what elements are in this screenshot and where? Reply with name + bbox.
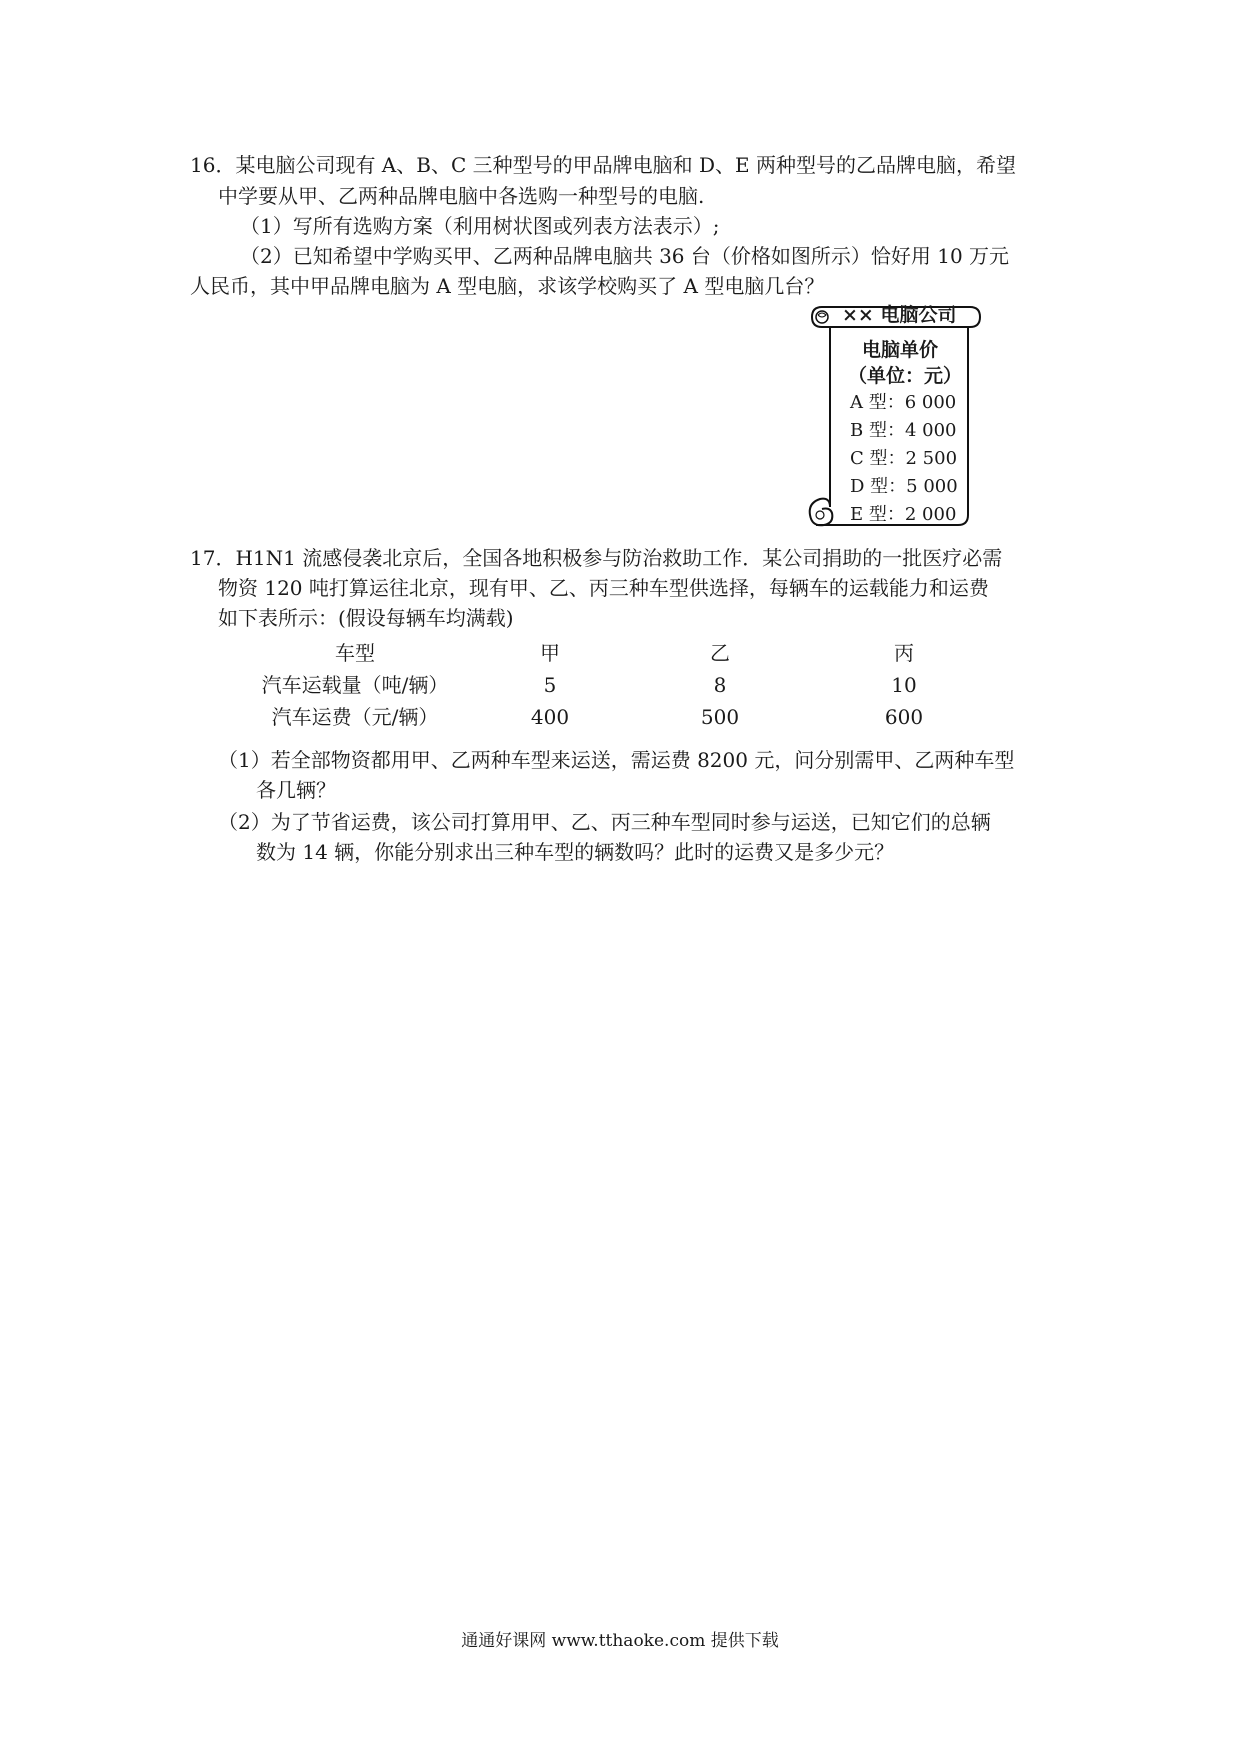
price-item: E 型：2 000 (850, 504, 957, 525)
price-item: B 型：4 000 (850, 420, 957, 441)
q17-part1-line2: 各几辆？ (256, 778, 336, 802)
q16-stem-line2: 中学要从甲、乙两种品牌电脑中各选购一种型号的电脑. (218, 184, 705, 208)
q16-stem-line1: 16．某电脑公司现有 A、B、C 三种型号的甲品牌电脑和 D、E 两种型号的乙品牌电脑，希望 (190, 153, 1016, 177)
scroll-unit: （单位：元） (848, 365, 963, 387)
q16-part2-line1: （2）已知希望中学购买甲、乙两种品牌电脑共 36 台（价格如图所示）恰好用 10 万元 (240, 244, 1010, 268)
table-cell: 汽车运载量（吨/辆） (261, 673, 449, 697)
table-cell: 5 (543, 673, 557, 697)
price-scroll-figure (802, 301, 984, 531)
table-cell: 汽车运费（元/辆） (271, 705, 439, 729)
q16-part2-line2: 人民币，其中甲品牌电脑为 A 型电脑，求该学校购买了 A 型电脑几台？ (190, 274, 825, 298)
price-item: A 型：6 000 (850, 392, 957, 413)
q17-stem-line2: 物资 120 吨打算运往北京，现有甲、乙、丙三种车型供选择，每辆车的运载能力和运费 (218, 576, 989, 600)
footer-credit: 通通好课网 www.tthaoke.com 提供下载 (461, 1631, 779, 1651)
q17-part1-line1: （1）若全部物资都用甲、乙两种车型来运送，需运费 8200 元，问分别需甲、乙两种车型 (218, 748, 1015, 772)
table-cell: 400 (530, 705, 570, 729)
table-cell: 500 (700, 705, 740, 729)
table-cell: 10 (891, 673, 917, 697)
price-item: D 型：5 000 (850, 476, 958, 497)
table-header-cell: 丙 (894, 641, 914, 665)
q16-part1: （1）写所有选购方案（利用树状图或列表方法表示）; (240, 214, 720, 238)
scroll-title: 电脑单价 (862, 339, 939, 361)
table-header-cell: 车型 (335, 641, 375, 665)
price-item: C 型：2 500 (850, 448, 958, 469)
scroll-header: ×× 电脑公司 (842, 304, 957, 326)
table-cell: 8 (713, 673, 727, 697)
table-header-cell: 甲 (540, 641, 560, 665)
q17-part2-line1: （2）为了节省运费，该公司打算用甲、乙、丙三种车型同时参与运送，已知它们的总辆 (218, 810, 991, 834)
table-cell: 600 (884, 705, 924, 729)
q17-part2-line2: 数为 14 辆，你能分别求出三种车型的辆数吗？此时的运费又是多少元？ (256, 840, 895, 864)
table-header-cell: 乙 (710, 641, 730, 665)
q17-stem-line3: 如下表所示：(假设每辆车均满载) (218, 606, 514, 630)
q17-stem-line1: 17．H1N1 流感侵袭北京后，全国各地积极参与防治救助工作．某公司捐助的一批医疗必需 (190, 546, 1003, 570)
